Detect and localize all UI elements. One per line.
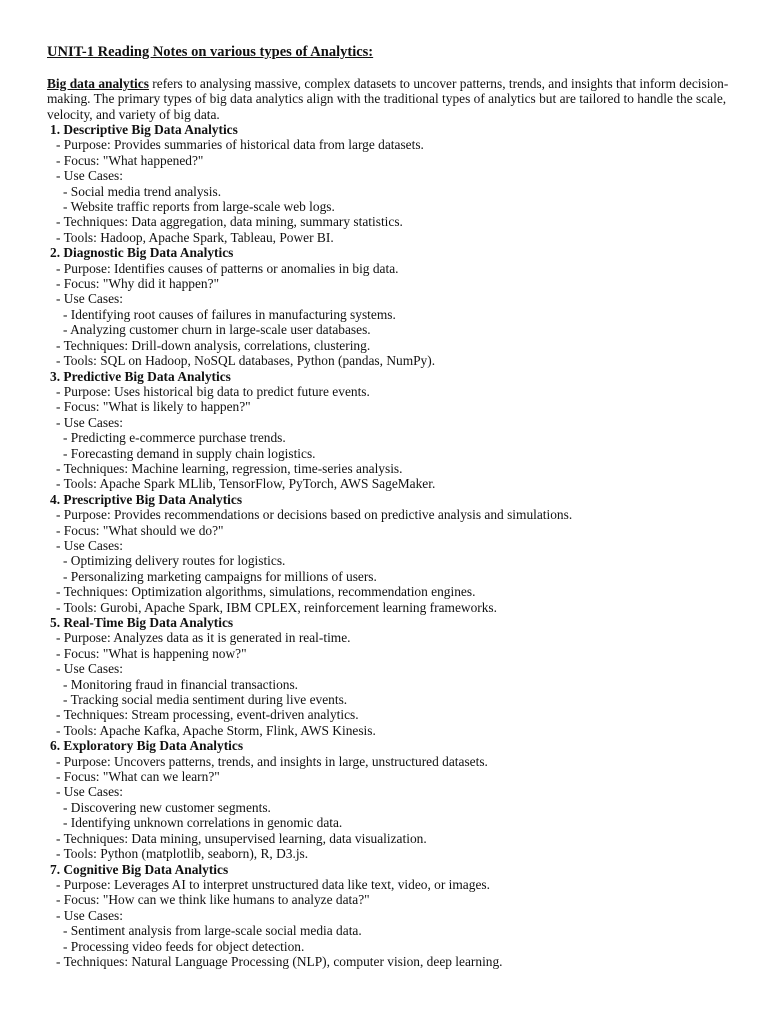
techniques-line: - Techniques: Data aggregation, data mining, summary statistics.	[56, 214, 403, 230]
use-cases-label: - Use Cases:	[56, 168, 123, 184]
section-heading: 2. Diagnostic Big Data Analytics	[50, 245, 234, 261]
tools-line: - Tools: SQL on Hadoop, NoSQL databases, Python (pandas, NumPy).	[56, 353, 436, 369]
use-cases-label: - Use Cases:	[56, 784, 123, 800]
analytics-section	[47, 492, 737, 615]
purpose-line: - Purpose: Analyzes data as it is generated in real-time.	[56, 630, 351, 646]
focus-line: - Focus: "What happened?"	[56, 152, 204, 168]
tools-line: - Tools: Apache Kafka, Apache Storm, Flink, AWS Kinesis.	[56, 722, 376, 738]
section-heading: 5. Real-Time Big Data Analytics	[50, 615, 234, 630]
analytics-section	[47, 122, 737, 245]
use-cases-label: - Use Cases:	[56, 661, 123, 677]
focus-line: - Focus: "What is happening now?"	[56, 645, 247, 661]
page-title: UNIT-1 Reading Notes on various types of Analytics:	[47, 44, 374, 60]
analytics-section	[47, 615, 737, 738]
techniques-line: - Techniques: Drill-down analysis, correlations, clustering.	[56, 337, 371, 353]
focus-line: - Focus: "Why did it happen?"	[56, 276, 220, 292]
intro-paragraph	[47, 76, 737, 122]
use-case-item: - Identifying unknown correlations in genomic data.	[63, 815, 343, 831]
tools-line: - Tools: Gurobi, Apache Spark, IBM CPLEX, reinforcement learning frameworks.	[56, 599, 497, 615]
techniques-line: - Techniques: Stream processing, event-driven analytics.	[56, 707, 359, 723]
use-cases-label: - Use Cases:	[56, 414, 123, 430]
use-case-item: - Identifying root causes of failures in manufacturing systems.	[63, 306, 396, 322]
focus-line: - Focus: "How can we think like humans to analyze data?"	[56, 892, 370, 908]
techniques-line: - Techniques: Optimization algorithms, simulations, recommendation engines.	[56, 584, 476, 600]
tools-line: - Tools: Apache Spark MLlib, TensorFlow, PyTorch, AWS SageMaker.	[56, 476, 436, 492]
use-case-item: - Optimizing delivery routes for logistics.	[63, 553, 286, 569]
techniques-line: - Techniques: Machine learning, regression, time-series analysis.	[56, 460, 403, 476]
purpose-line: - Purpose: Uncovers patterns, trends, and insights in large, unstructured datasets.	[56, 753, 488, 769]
intro-term: Big data analytics	[47, 76, 149, 91]
use-case-item: - Monitoring fraud in financial transactions.	[63, 676, 299, 692]
analytics-section	[47, 369, 737, 492]
analytics-section	[47, 245, 737, 368]
analytics-section	[47, 738, 737, 861]
use-case-item: - Discovering new customer segments.	[63, 799, 271, 815]
use-case-item: - Social media trend analysis.	[63, 183, 222, 199]
purpose-line: - Purpose: Identifies causes of patterns or anomalies in big data.	[56, 260, 399, 276]
purpose-line: - Purpose: Uses historical big data to predict future events.	[56, 383, 370, 399]
use-case-item: - Sentiment analysis from large-scale social media data.	[63, 923, 362, 939]
section-heading: 6. Exploratory Big Data Analytics	[50, 738, 244, 754]
section-heading: 3. Predictive Big Data Analytics	[50, 368, 231, 384]
use-cases-label: - Use Cases:	[56, 907, 123, 923]
techniques-line: - Techniques: Data mining, unsupervised learning, data visualization.	[56, 830, 427, 846]
section-heading: 1. Descriptive Big Data Analytics	[50, 122, 238, 137]
analytics-section	[47, 862, 737, 970]
use-case-item: - Analyzing customer churn in large-scale user databases.	[63, 322, 371, 338]
use-case-item: - Website traffic reports from large-scale web logs.	[63, 199, 335, 215]
purpose-line: - Purpose: Provides recommendations or decisions based on predictive analysis and simulations.	[56, 507, 573, 523]
techniques-line: - Techniques: Natural Language Processing (NLP), computer vision, deep learning.	[56, 953, 503, 969]
use-case-item: - Tracking social media sentiment during live events.	[63, 692, 348, 708]
use-case-item: - Personalizing marketing campaigns for millions of users.	[63, 568, 377, 584]
use-case-item: - Forecasting demand in supply chain logistics.	[63, 445, 316, 461]
use-cases-label: - Use Cases:	[56, 291, 123, 307]
focus-line: - Focus: "What is likely to happen?"	[56, 399, 251, 415]
purpose-line: - Purpose: Leverages AI to interpret unstructured data like text, video, or images.	[56, 876, 490, 892]
purpose-line: - Purpose: Provides summaries of historical data from large datasets.	[56, 137, 424, 153]
intro-text: refers to analysing massive, complex datasets to uncover patterns, trends, and insights that inform decision-making. The primary types of big data analytics align with the traditional types of analytics but are tailored to handle the scale, velocity, and variety of big data.	[47, 76, 729, 122]
use-cases-label: - Use Cases:	[56, 537, 123, 553]
tools-line: - Tools: Hadoop, Apache Spark, Tableau, Power BI.	[56, 229, 334, 245]
focus-line: - Focus: "What can we learn?"	[56, 769, 220, 785]
focus-line: - Focus: "What should we do?"	[56, 522, 224, 538]
section-heading: 7. Cognitive Big Data Analytics	[50, 861, 229, 877]
use-case-item: - Predicting e-commerce purchase trends.	[63, 430, 286, 446]
section-heading: 4. Prescriptive Big Data Analytics	[50, 491, 243, 507]
tools-line: - Tools: Python (matplotlib, seaborn), R, D3.js.	[56, 846, 309, 862]
use-case-item: - Processing video feeds for object detection.	[63, 938, 305, 954]
sections-list	[47, 122, 737, 969]
